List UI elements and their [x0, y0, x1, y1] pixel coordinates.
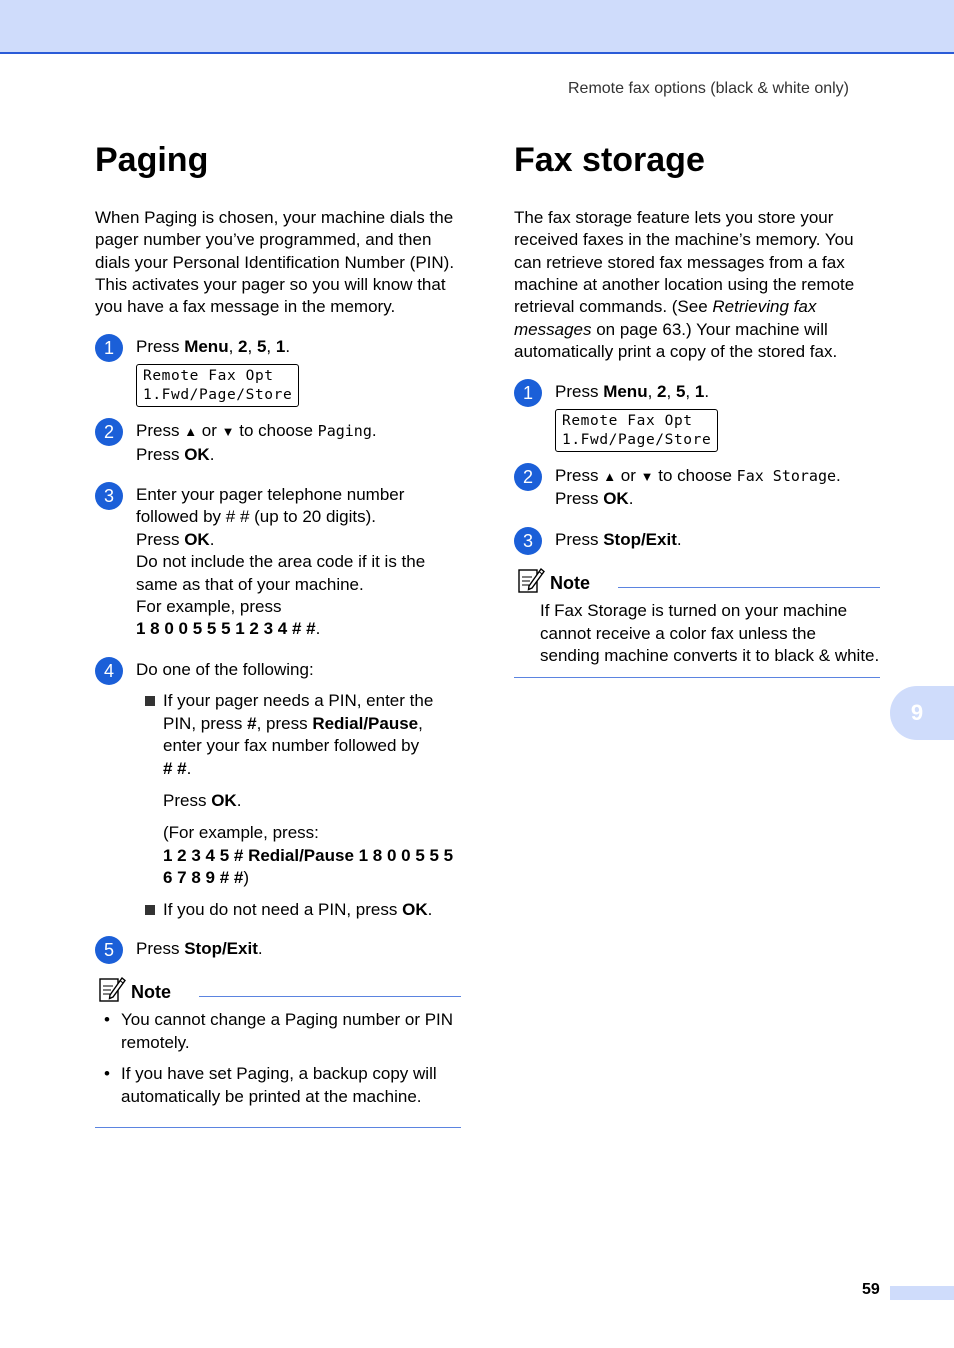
step-instruction: Press ▲ or ▼ to choose Paging. Press OK.	[136, 421, 377, 464]
paging-step-5	[95, 938, 461, 960]
lcd-line-1: Remote Fax Opt	[562, 413, 693, 430]
note-divider	[199, 996, 461, 997]
note-pencil-icon	[517, 566, 545, 594]
up-arrow-icon: ▲	[184, 424, 198, 440]
lcd-option-text: Paging	[317, 422, 372, 441]
down-arrow-icon: ▼	[640, 469, 654, 485]
lcd-display	[136, 364, 299, 407]
step-number-badge: 1	[514, 379, 542, 407]
step-instruction: Press ▲ or ▼ to choose Fax Storage. Press OK.	[555, 466, 841, 509]
fax-storage-step-3	[514, 529, 880, 551]
square-bullet-icon	[145, 905, 155, 915]
step-instruction: Press Menu, 2, 5, 1.	[136, 336, 291, 356]
step-instruction: Do one of the following:	[136, 659, 314, 679]
option-press-ok: Press OK.	[163, 790, 242, 810]
lcd-line-1: Remote Fax Opt	[143, 368, 274, 385]
step-number-badge: 4	[95, 657, 123, 685]
step-instruction: Press Stop/Exit.	[136, 938, 263, 958]
fax-storage-section	[514, 140, 880, 678]
paging-section	[95, 140, 461, 1128]
option-no-pin: If you do not need a PIN, press OK.	[136, 899, 461, 921]
top-header-band	[0, 0, 954, 54]
fax-storage-step-1	[514, 381, 880, 452]
up-arrow-icon: ▲	[603, 469, 617, 485]
paging-step-3	[95, 484, 461, 641]
section-title-paging: Paging	[95, 141, 209, 179]
note-text: If Fax Storage is turned on your machine cannot receive a color fax unless the sending machine converts it to black & white.	[540, 601, 880, 666]
step-instruction: Enter your pager telephone number followed by # # (up to 20 digits). Press OK. Do not include the area code if it is the same as that of your machine. For example, press 1 8 0 0 5 5 5 1 2 3 4 # #.	[136, 485, 426, 639]
lcd-display	[555, 409, 718, 452]
step-number-badge: 3	[95, 482, 123, 510]
note-item: • You cannot change a Paging number or PIN remotely.	[104, 1010, 454, 1052]
paging-step-1	[95, 336, 461, 407]
note-divider	[618, 587, 880, 588]
paging-step-2	[95, 420, 461, 466]
down-arrow-icon: ▼	[221, 424, 235, 440]
step-number-badge: 1	[95, 334, 123, 362]
note-pencil-icon	[98, 975, 126, 1003]
note-label: Note	[131, 982, 171, 1003]
fax-storage-step-2	[514, 465, 880, 511]
step-instruction: Press Menu, 2, 5, 1.	[555, 381, 710, 401]
paging-step-4	[95, 659, 461, 681]
step-instruction: Press Stop/Exit.	[555, 529, 682, 549]
lcd-line-2: 1.Fwd/Page/Store	[562, 432, 712, 449]
option-example: (For example, press: 1 2 3 4 5 # Redial/Pause 1 8 0 0 5 5 5 6 7 8 9 # #)	[163, 823, 454, 888]
fax-storage-note	[514, 566, 880, 678]
step-number-badge: 2	[95, 418, 123, 446]
page-number-bar	[890, 1286, 954, 1300]
lcd-line-2: 1.Fwd/Page/Store	[143, 387, 293, 404]
lcd-option-text: Fax Storage	[736, 467, 837, 486]
step-number-badge: 3	[514, 527, 542, 555]
note-list	[95, 1009, 461, 1108]
fax-storage-intro: The fax storage feature lets you store your received faxes in the machine’s memory. You can retrieve stored fax messages from a fax machine at another location using the remote retrieval commands. (See Retrieving fax messages on page 63.) Your machine will automatically print a copy of the stored fax.	[514, 207, 855, 362]
note-label: Note	[550, 573, 590, 594]
paging-note	[95, 975, 461, 1128]
section-title-fax-storage: Fax storage	[514, 141, 705, 179]
square-bullet-icon	[145, 696, 155, 706]
option-needs-pin: If your pager needs a PIN, enter the PIN, press #, press Redial/Pause, enter your fax number followed by # #.	[136, 690, 461, 780]
note-item: • If you have set Paging, a backup copy will automatically be printed at the machine.	[104, 1064, 437, 1106]
running-head: Remote fax options (black & white only)	[567, 80, 849, 97]
step-number-badge: 5	[95, 936, 123, 964]
step-number-badge: 2	[514, 463, 542, 491]
paging-intro: When Paging is chosen, your machine dials the pager number you’ve programmed, and then dials your Personal Identification Number (PIN). This activates your pager so you will know that you have a fax message in the memory.	[95, 207, 455, 317]
page-number: 59	[862, 1281, 880, 1298]
chapter-tab: 9	[890, 686, 954, 740]
